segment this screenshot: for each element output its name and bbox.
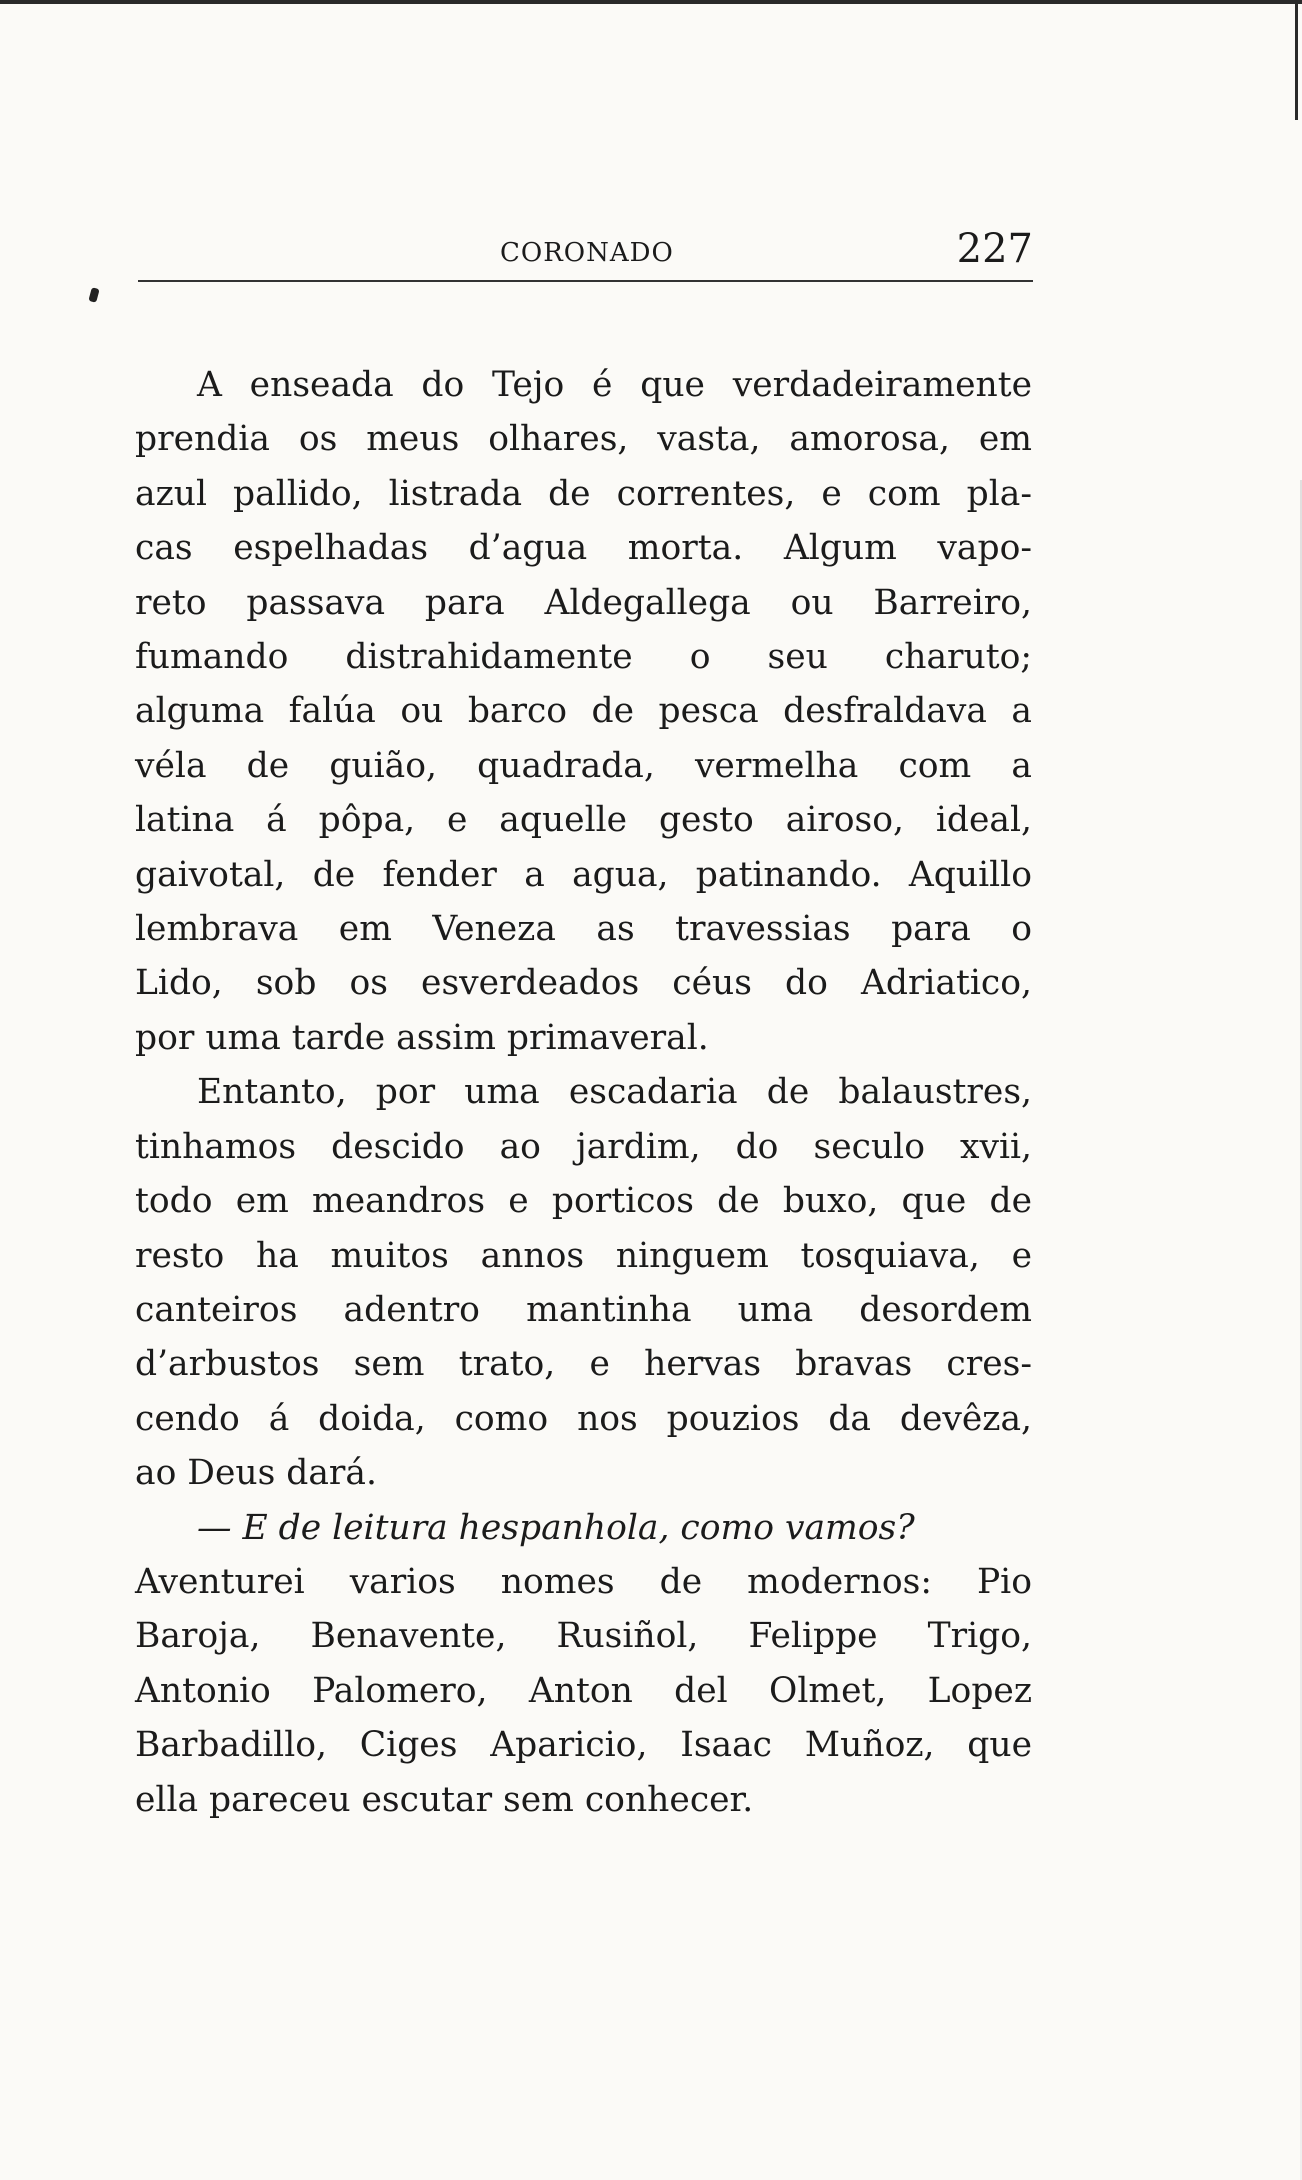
body-text xyxy=(135,358,1032,1827)
text-line: prendia os meus olhares, vasta, amorosa, em xyxy=(135,419,1032,460)
text-line: Entanto, por uma escadaria de balaustres, xyxy=(197,1072,1032,1113)
text-line: cendo á doida, como nos pouzios da devêza, xyxy=(135,1398,1032,1439)
running-title: CORONADO xyxy=(500,238,674,268)
page-header xyxy=(138,220,1033,280)
text-line: Baroja, Benavente, Rusiñol, Felippe Trigo, xyxy=(135,1616,1032,1657)
page-top-edge xyxy=(0,0,1302,4)
text-line: resto ha muitos annos ninguem tosquiava, e xyxy=(135,1235,1032,1276)
text-line: gaivotal, de fender a agua, patinando. Aquillo xyxy=(135,854,1032,895)
text-line: reto passava para Aldegallega ou Barreiro, xyxy=(135,582,1032,623)
ink-speck xyxy=(88,287,99,303)
text-line: ella pareceu escutar sem conhecer. xyxy=(135,1779,754,1820)
text-line: — E de leitura hespanhola, como vamos? xyxy=(197,1507,915,1548)
page-number: 227 xyxy=(956,226,1033,272)
text-line: todo em meandros e porticos de buxo, que de xyxy=(135,1181,1032,1222)
page-right-edge-mark xyxy=(1295,0,1298,120)
text-line: Aventurei varios nomes de modernos: Pio xyxy=(135,1561,1032,1602)
text-line: A enseada do Tejo é que verdadeiramente xyxy=(197,365,1032,405)
text-line: d’arbustos sem trato, e hervas bravas cres- xyxy=(135,1344,1032,1385)
text-line: canteiros adentro mantinha uma desordem xyxy=(135,1289,1032,1330)
text-line: cas espelhadas d’agua morta. Algum vapo- xyxy=(135,528,1032,569)
text-line: ao Deus dará. xyxy=(135,1453,377,1494)
text-line: alguma falúa ou barco de pesca desfraldava a xyxy=(135,691,1032,732)
text-line: latina á pôpa, e aquelle gesto airoso, ideal, xyxy=(135,800,1032,841)
text-line: Lido, sob os esverdeados céus do Adriatico, xyxy=(135,963,1032,1004)
text-line: azul pallido, listrada de correntes, e com pla- xyxy=(135,473,1032,514)
header-rule xyxy=(138,280,1033,282)
text-line: fumando distrahidamente o seu charuto; xyxy=(135,637,1032,678)
text-line: tinhamos descido ao jardim, do seculo xvii, xyxy=(135,1126,1032,1167)
text-line: Antonio Palomero, Anton del Olmet, Lopez xyxy=(135,1670,1032,1711)
text-line: lembrava em Veneza as travessias para o xyxy=(135,909,1032,950)
text-line: Barbadillo, Ciges Aparicio, Isaac Muñoz, que xyxy=(135,1725,1032,1766)
text-line: véla de guião, quadrada, vermelha com a xyxy=(135,745,1032,786)
text-line: por uma tarde assim primaveral. xyxy=(135,1017,709,1058)
